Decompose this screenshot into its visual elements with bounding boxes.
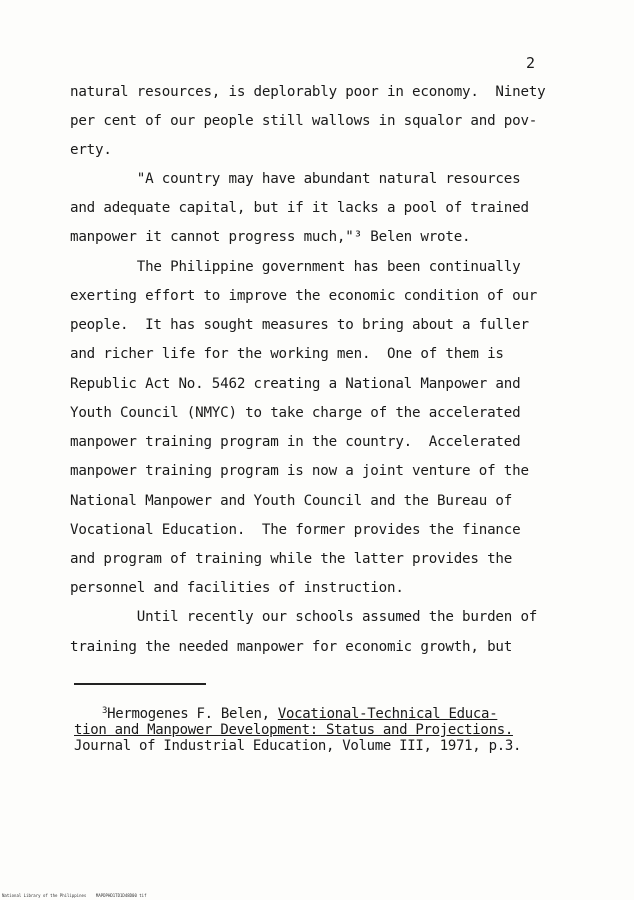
scan-footer: National Library of the Philippines MAPDPHD1TD1D48D00 tif: [2, 893, 147, 898]
page-number: 2: [526, 54, 536, 72]
text-line: Republic Act No. 5462 creating a National Manpower and: [70, 376, 521, 392]
text-line: manpower it cannot progress much,"³ Belen wrote.: [70, 229, 471, 245]
text-line: Youth Council (NMYC) to take charge of the accelerated: [70, 405, 521, 421]
text-line: Until recently our schools assumed the burden of: [70, 609, 538, 625]
footnote-line: Journal of Industrial Education, Volume III, 1971, p.3.: [74, 738, 522, 754]
footnote-marker: 3: [102, 706, 108, 716]
text-line: manpower training program in the country. Accelerated: [70, 434, 521, 450]
footnote-divider: [74, 683, 206, 685]
text-line: per cent of our people still wallows in squalor and pov-: [70, 113, 538, 129]
footnote-author: Hermogenes F. Belen,: [107, 706, 278, 722]
text-line: personnel and facilities of instruction.: [70, 580, 404, 596]
text-line: Vocational Education. The former provides the finance: [70, 522, 521, 538]
footnote-title: Vocational-Technical Educa-: [277, 706, 498, 722]
text-line: The Philippine government has been continually: [70, 259, 521, 275]
text-line: and program of training while the latter provides the: [70, 551, 513, 567]
footnote-line: [102, 706, 497, 722]
text-line: and adequate capital, but if it lacks a pool of trained: [70, 200, 529, 216]
text-line: training the needed manpower for economic growth, but: [70, 639, 513, 655]
text-line: "A country may have abundant natural resources: [70, 171, 521, 187]
text-line: people. It has sought measures to bring about a fuller: [70, 317, 529, 333]
text-line: natural resources, is deplorably poor in economy. Ninety: [70, 84, 546, 100]
text-line: exerting effort to improve the economic condition of our: [70, 288, 538, 304]
text-line: National Manpower and Youth Council and the Bureau of: [70, 493, 513, 509]
text-line: manpower training program is now a joint venture of the: [70, 463, 529, 479]
footnote-line: tion and Manpower Development: Status and Projections.: [74, 722, 513, 738]
text-line: erty.: [70, 142, 112, 158]
text-line: and richer life for the working men. One of them is: [70, 346, 504, 362]
